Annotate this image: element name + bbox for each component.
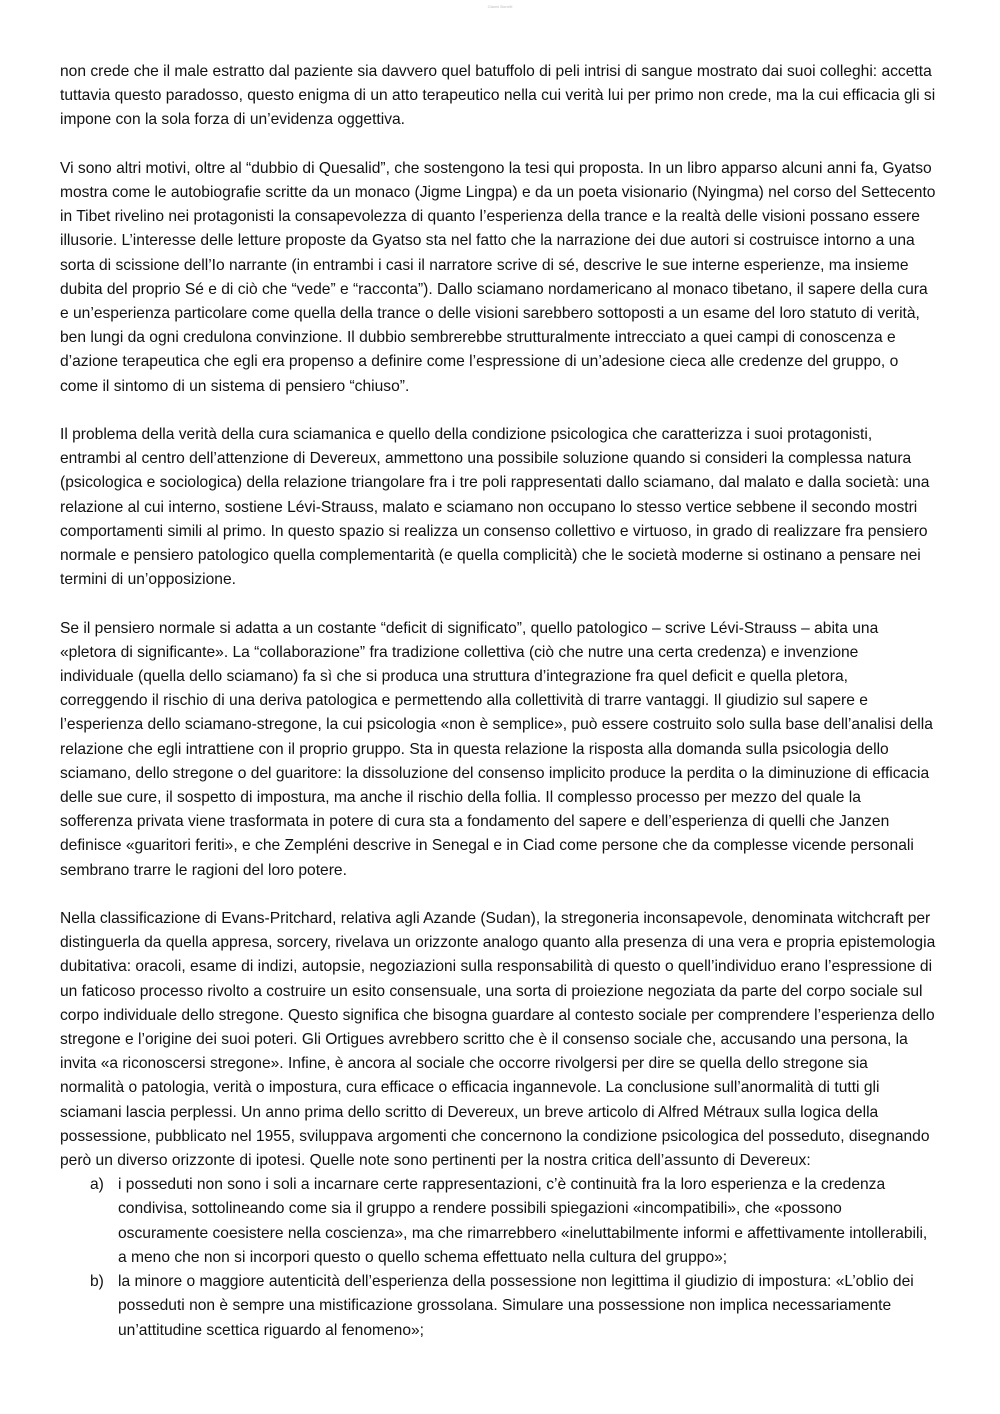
header-watermark: Gianni Bonelli: [487, 4, 513, 9]
critique-list: [60, 1173, 936, 1342]
list-item: [60, 1173, 936, 1270]
list-item-text: la minore o maggiore autenticità dell’esperienza della possessione non legittima il giudizio di impostura: «L’oblio dei posseduti non è sempre una mistificazione grossolana. Simulare una possessione non implica necessariamente un’attitudine scettica riguardo al fenomeno»;: [118, 1273, 914, 1339]
paragraph-2: Vi sono altri motivi, oltre al “dubbio di Quesalid”, che sostengono la tesi qui proposta. In un libro apparso alcuni anni fa, Gyatso mostra come le autobiografie scritte da un monaco (Jigme Lingpa) e da un poeta visionario (Nyingma) nel corso del Settecento in Tibet rivelino nei protagonisti la consapevolezza di quanto l’esperienza della trance e la realtà delle visioni possano essere illusorie. L’interesse delle letture proposte da Gyatso sta nel fatto che la narrazione dei due autori si costruisce intorno a una sorta di scissione dell’Io narrante (in entrambi i casi il narratore scrive di sé, descrive le sue interne esperienze, ma insieme dubita del proprio Sé e di ciò che “vede” e “racconta”). Dallo sciamano nordamericano al monaco tibetano, il sapere della cura e un’esperienza particolare come quella della trance o delle visioni sarebbero sottoposti a un esame del loro statuto di verità, ben lungi da ogni credulona convinzione. Il dubbio sembrerebbe strutturalmente intrecciato a quei campi di conoscenza e d’azione terapeutica che egli era propenso a definire come l’espressione di un’adesione cieca alle credenze del gruppo, o come il sintomo di un sistema di pensiero “chiuso”.: [60, 159, 936, 395]
paragraph-1: non crede che il male estratto dal paziente sia davvero quel batuffolo di peli intrisi di sangue mostrato dai suoi colleghi: accetta tuttavia questo paradosso, questo enigma di un atto terapeutico nella cui verità lui per primo non crede, ma la cui efficacia gli si impone con la sola forza di un’evidenza oggettiva.: [60, 63, 936, 129]
body-text: [60, 60, 936, 1343]
list-marker: b): [90, 1273, 104, 1291]
list-item: [60, 1270, 936, 1343]
paragraph-3: Il problema della verità della cura sciamanica e quello della condizione psicologica che caratterizza i suoi protagonisti, entrambi al centro dell’attenzione di Devereux, ammettono una possibile soluzione quando si consideri la complessa natura (psicologica e sociologica) della relazione triangolare fra i tre poli rappresentati dallo sciamano, dal malato e dalla società: una relazione al cui interno, sostiene Lévi-Strauss, malato e sciamano non occupano lo stesso vertice sebbene il secondo mostri comportamenti simili al primo. In questo spazio si realizza un consenso collettivo e virtuoso, in grado di realizzare fra pensiero normale e pensiero patologico quella complementarità (e quella complicità) che le società moderne si ostinano a pensare nei termini di un’opposizione.: [60, 426, 930, 589]
paragraph-4: Se il pensiero normale si adatta a un costante “deficit di significato”, quello patologico – scrive Lévi-Strauss – abita una «pletora di significante». La “collaborazione” fra tradizione collettiva (ciò che nutre una certa credenza) e invenzione individuale (quella dello sciamano) fa sì che si produca una struttura d’integrazione fra quel deficit e quella pletora, correggendo il rischio di una deriva patologica e permettendo alla collettività di trarre vantaggi. Il giudizio sul sapere e l’esperienza dello sciamano-stregone, la cui psicologia «non è semplice», può essere costruito solo sulla base dell’analisi della relazione che egli intrattiene con il proprio gruppo. Sta in questa relazione la risposta alla domanda sulla psicologia dello sciamano, dello stregone o del guaritore: la dissoluzione del consenso implicito produce la perdita o la diminuzione di efficacia delle sue cure, il sospetto di impostura, ma anche il rischio della follia. Il complesso processo per mezzo del quale la sofferenza privata viene trasformata in potere di cura sta a fondamento del sapere e dell’esperienza di quelli che Janzen definisce «guaritori feriti», e che Zempléni descrive in Senegal e in Ciad come persone che da complesse vicende personali sembrano trarre le ragioni del loro potere.: [60, 619, 933, 879]
paragraph-5: Nella classificazione di Evans-Pritchard, relativa agli Azande (Sudan), la stregoneria inconsapevole, denominata witchcraft per distinguerla da quella appresa, sorcery, rivelava un orizzonte analogo quanto alla presenza di una vera e propria epistemologia dubitativa: oracoli, esame di indizi, autopsie, negoziazioni sulla responsabilità di questo o quell’individuo erano l’espressione di un faticoso processo rivolto a costruire un esito consensuale, una sorta di proiezione negoziata da parte del corpo sociale sul corpo individuale dello stregone. Questo significa che bisogna guardare al contesto sociale per comprendere l’esperienza dello stregone e l’origine dei suoi poteri. Gli Ortigues avrebbero scritto che è il consenso sociale che, accusando una persona, la invita «a riconoscersi stregone». Infine, è ancora al sociale che occorre rivolgersi per dire se quella dello stregone sia normalità o patologia, verità o impostura, cura efficace o efficacia ingannevole. La conclusione sull’anormalità di tutti gli sciamani lascia perplessi. Un anno prima dello scritto di Devereux, un breve articolo di Alfred Métraux sulla logica della possessione, pubblicato nel 1955, sviluppava argomenti che concernono la condizione psicologica del posseduto, disegnando però un diverso orizzonte di ipotesi. Quelle note sono pertinenti per la nostra critica dell’assunto di Devereux:: [60, 910, 936, 1170]
list-marker: a): [90, 1176, 104, 1194]
list-item-text: i posseduti non sono i soli a incarnare certe rappresentazioni, c’è continuità fra la loro esperienza e la credenza condivisa, sottolineando come sia il gruppo a rendere possibili spiegazioni «incompatibili», che «possono oscuramente coesistere nella coscienza», ma che rimarrebbero «ineluttabilmente informi e affettivamente intollerabili, a meno che non si incorpori questo o quello schema effettuato nella cultura del gruppo»;: [118, 1176, 928, 1266]
